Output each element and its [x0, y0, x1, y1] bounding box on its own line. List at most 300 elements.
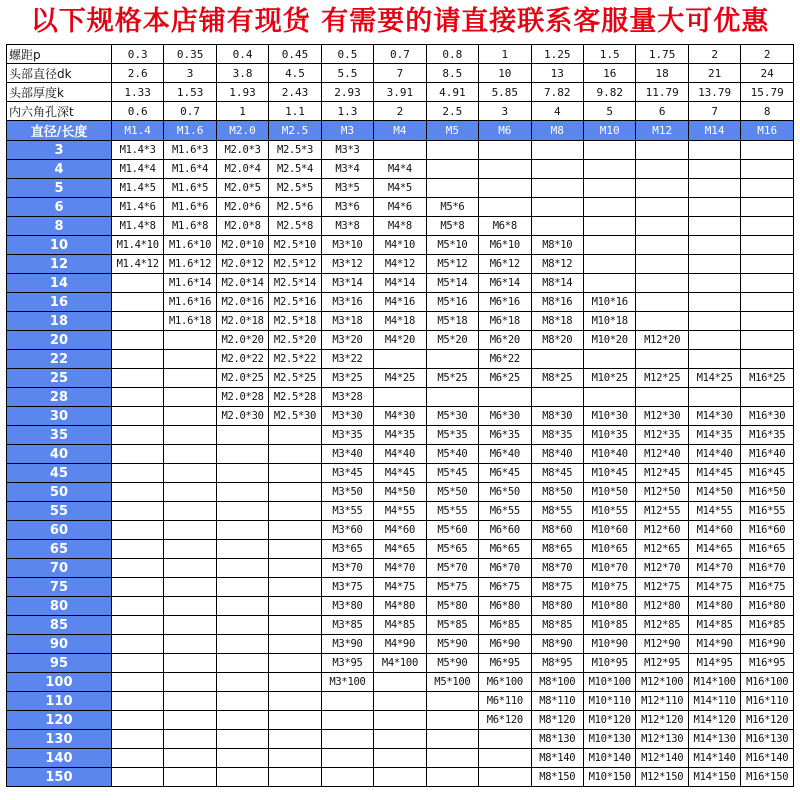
spec-cell: M8*110: [531, 692, 583, 711]
length-label: 100: [7, 673, 112, 692]
param-value: 0.7: [164, 102, 216, 121]
length-label: 130: [7, 730, 112, 749]
spec-cell: M4*30: [374, 407, 426, 426]
table-row: [7, 768, 794, 787]
spec-cell: M12*95: [636, 654, 688, 673]
empty-cell: [688, 179, 740, 198]
empty-cell: [426, 730, 478, 749]
spec-cell: M8*130: [531, 730, 583, 749]
param-value: 2: [741, 45, 794, 64]
spec-cell: M5*40: [426, 445, 478, 464]
spec-cell: M14*50: [688, 483, 740, 502]
spec-cell: M1.6*8: [164, 217, 216, 236]
spec-cell: M14*70: [688, 559, 740, 578]
empty-cell: [636, 312, 688, 331]
empty-cell: [688, 160, 740, 179]
param-value: 1.75: [636, 45, 688, 64]
spec-cell: M10*75: [584, 578, 636, 597]
length-label: 85: [7, 616, 112, 635]
spec-cell: M3*55: [321, 502, 373, 521]
spec-cell: M2.0*4: [216, 160, 268, 179]
spec-cell: M16*55: [741, 502, 794, 521]
spec-cell: M12*30: [636, 407, 688, 426]
empty-cell: [111, 350, 163, 369]
table-row: [7, 673, 794, 692]
spec-cell: M3*95: [321, 654, 373, 673]
spec-cell: M12*25: [636, 369, 688, 388]
empty-cell: [164, 749, 216, 768]
param-value: 1.33: [111, 83, 163, 102]
spec-cell: M12*140: [636, 749, 688, 768]
spec-cell: M1.6*5: [164, 179, 216, 198]
spec-cell: M12*150: [636, 768, 688, 787]
spec-cell: M8*20: [531, 331, 583, 350]
param-value: 5: [584, 102, 636, 121]
empty-cell: [374, 749, 426, 768]
empty-cell: [269, 578, 321, 597]
spec-cell: M3*60: [321, 521, 373, 540]
spec-cell: M6*85: [479, 616, 531, 635]
empty-cell: [216, 483, 268, 502]
param-value: 24: [741, 64, 794, 83]
spec-cell: M10*20: [584, 331, 636, 350]
empty-cell: [111, 578, 163, 597]
spec-cell: M10*150: [584, 768, 636, 787]
spec-cell: M2.0*18: [216, 312, 268, 331]
length-label: 80: [7, 597, 112, 616]
empty-cell: [111, 768, 163, 787]
empty-cell: [741, 388, 794, 407]
spec-cell: M1.6*14: [164, 274, 216, 293]
empty-cell: [741, 179, 794, 198]
spec-cell: M14*95: [688, 654, 740, 673]
spec-cell: M5*85: [426, 616, 478, 635]
empty-cell: [216, 521, 268, 540]
empty-cell: [269, 749, 321, 768]
empty-cell: [164, 635, 216, 654]
spec-cell: M4*80: [374, 597, 426, 616]
spec-cell: M6*45: [479, 464, 531, 483]
param-value: 18: [636, 64, 688, 83]
spec-cell: M12*65: [636, 540, 688, 559]
spec-cell: M14*140: [688, 749, 740, 768]
spec-cell: M1.4*12: [111, 255, 163, 274]
table-row: [7, 274, 794, 293]
spec-cell: M10*25: [584, 369, 636, 388]
empty-cell: [426, 711, 478, 730]
param-value: 2.5: [426, 102, 478, 121]
spec-cell: M16*120: [741, 711, 794, 730]
length-label: 110: [7, 692, 112, 711]
empty-cell: [164, 654, 216, 673]
spec-cell: M2.5*4: [269, 160, 321, 179]
empty-cell: [216, 540, 268, 559]
size-header-cell: M14: [688, 121, 740, 141]
spec-cell: M1.4*4: [111, 160, 163, 179]
empty-cell: [111, 274, 163, 293]
empty-cell: [216, 673, 268, 692]
table-row: [7, 369, 794, 388]
empty-cell: [584, 274, 636, 293]
spec-cell: M14*45: [688, 464, 740, 483]
empty-cell: [688, 293, 740, 312]
spec-cell: M4*45: [374, 464, 426, 483]
spec-cell: M2.0*28: [216, 388, 268, 407]
length-label: 35: [7, 426, 112, 445]
spec-cell: M6*65: [479, 540, 531, 559]
spec-cell: M8*140: [531, 749, 583, 768]
spec-cell: M14*30: [688, 407, 740, 426]
spec-cell: M4*8: [374, 217, 426, 236]
empty-cell: [164, 331, 216, 350]
spec-cell: M16*45: [741, 464, 794, 483]
length-label: 12: [7, 255, 112, 274]
empty-cell: [688, 255, 740, 274]
spec-cell: M4*25: [374, 369, 426, 388]
param-value: 8: [741, 102, 794, 121]
length-label: 20: [7, 331, 112, 350]
param-label: 头部直径dk: [7, 64, 112, 83]
param-value: 2: [688, 45, 740, 64]
spec-cell: M8*75: [531, 578, 583, 597]
empty-cell: [584, 179, 636, 198]
spec-cell: M1.4*10: [111, 236, 163, 255]
spec-cell: M2.0*25: [216, 369, 268, 388]
empty-cell: [636, 293, 688, 312]
empty-cell: [636, 274, 688, 293]
spec-cell: M12*75: [636, 578, 688, 597]
empty-cell: [164, 768, 216, 787]
table-row: [7, 198, 794, 217]
empty-cell: [164, 730, 216, 749]
spec-cell: M2.5*10: [269, 236, 321, 255]
param-value: 1.5: [584, 45, 636, 64]
spec-cell: M6*100: [479, 673, 531, 692]
spec-cell: M2.0*30: [216, 407, 268, 426]
spec-cell: M2.5*3: [269, 141, 321, 160]
empty-cell: [426, 388, 478, 407]
length-label: 95: [7, 654, 112, 673]
param-value: 5.5: [321, 64, 373, 83]
spec-cell: M16*65: [741, 540, 794, 559]
spec-cell: M8*45: [531, 464, 583, 483]
table-row: [7, 217, 794, 236]
spec-cell: M2.0*10: [216, 236, 268, 255]
param-value: 0.8: [426, 45, 478, 64]
empty-cell: [111, 635, 163, 654]
spec-cell: M4*90: [374, 635, 426, 654]
size-header-cell: M1.4: [111, 121, 163, 141]
empty-cell: [479, 768, 531, 787]
param-value: 13.79: [688, 83, 740, 102]
spec-cell: M5*50: [426, 483, 478, 502]
empty-cell: [426, 160, 478, 179]
spec-cell: M12*45: [636, 464, 688, 483]
spec-cell: M2.5*14: [269, 274, 321, 293]
spec-cell: M8*12: [531, 255, 583, 274]
spec-cell: M8*85: [531, 616, 583, 635]
empty-cell: [426, 768, 478, 787]
empty-cell: [321, 730, 373, 749]
size-header-cell: M5: [426, 121, 478, 141]
spec-cell: M2.5*22: [269, 350, 321, 369]
spec-cell: M8*60: [531, 521, 583, 540]
promo-banner: 以下规格本店铺有现货 有需要的请直接联系客服量大可优惠: [0, 0, 800, 44]
empty-cell: [164, 540, 216, 559]
table-row: [7, 616, 794, 635]
spec-cell: M2.5*8: [269, 217, 321, 236]
spec-cell: M14*110: [688, 692, 740, 711]
table-row: [7, 464, 794, 483]
table-row: [7, 179, 794, 198]
param-label: 头部厚度k: [7, 83, 112, 102]
empty-cell: [426, 692, 478, 711]
spec-cell: M10*120: [584, 711, 636, 730]
spec-cell: M4*12: [374, 255, 426, 274]
empty-cell: [688, 312, 740, 331]
length-label: 70: [7, 559, 112, 578]
spec-cell: M3*5: [321, 179, 373, 198]
spec-cell: M4*4: [374, 160, 426, 179]
empty-cell: [164, 426, 216, 445]
size-header-cell: M2.5: [269, 121, 321, 141]
param-value: 3.8: [216, 64, 268, 83]
spec-cell: M3*12: [321, 255, 373, 274]
empty-cell: [164, 350, 216, 369]
empty-cell: [111, 502, 163, 521]
spec-cell: M3*85: [321, 616, 373, 635]
spec-cell: M10*100: [584, 673, 636, 692]
spec-cell: M16*85: [741, 616, 794, 635]
spec-cell: M8*18: [531, 312, 583, 331]
spec-cell: M1.6*10: [164, 236, 216, 255]
param-value: 5.85: [479, 83, 531, 102]
table-row: [7, 141, 794, 160]
empty-cell: [269, 559, 321, 578]
spec-cell: M3*80: [321, 597, 373, 616]
size-header-cell: M10: [584, 121, 636, 141]
table-row: [7, 597, 794, 616]
spec-cell: M5*25: [426, 369, 478, 388]
empty-cell: [426, 179, 478, 198]
spec-cell: M2.0*5: [216, 179, 268, 198]
empty-cell: [584, 198, 636, 217]
spec-cell: M5*6: [426, 198, 478, 217]
spec-cell: M3*70: [321, 559, 373, 578]
spec-cell: M8*50: [531, 483, 583, 502]
spec-cell: M14*60: [688, 521, 740, 540]
empty-cell: [164, 445, 216, 464]
empty-cell: [269, 616, 321, 635]
param-row: [7, 83, 794, 102]
empty-cell: [531, 198, 583, 217]
empty-cell: [164, 483, 216, 502]
empty-cell: [688, 236, 740, 255]
empty-cell: [374, 768, 426, 787]
spec-cell: M14*100: [688, 673, 740, 692]
length-label: 55: [7, 502, 112, 521]
empty-cell: [111, 388, 163, 407]
spec-cell: M1.4*6: [111, 198, 163, 217]
empty-cell: [216, 578, 268, 597]
spec-cell: M6*50: [479, 483, 531, 502]
empty-cell: [374, 673, 426, 692]
empty-cell: [584, 236, 636, 255]
spec-cell: M16*40: [741, 445, 794, 464]
empty-cell: [269, 521, 321, 540]
length-label: 8: [7, 217, 112, 236]
spec-cell: M3*45: [321, 464, 373, 483]
empty-cell: [426, 749, 478, 768]
spec-cell: M6*90: [479, 635, 531, 654]
empty-cell: [111, 654, 163, 673]
empty-cell: [111, 407, 163, 426]
spec-cell: M2.0*6: [216, 198, 268, 217]
spec-cell: M1.6*3: [164, 141, 216, 160]
length-label: 150: [7, 768, 112, 787]
empty-cell: [584, 160, 636, 179]
spec-cell: M16*140: [741, 749, 794, 768]
spec-cell: M2.5*28: [269, 388, 321, 407]
table-row: [7, 730, 794, 749]
spec-cell: M3*25: [321, 369, 373, 388]
spec-cell: M12*110: [636, 692, 688, 711]
size-header-cell: M12: [636, 121, 688, 141]
spec-cell: M2.0*8: [216, 217, 268, 236]
spec-cell: M8*35: [531, 426, 583, 445]
param-value: 1.93: [216, 83, 268, 102]
spec-cell: M16*150: [741, 768, 794, 787]
param-value: 2.6: [111, 64, 163, 83]
empty-cell: [636, 236, 688, 255]
empty-cell: [111, 749, 163, 768]
param-value: 21: [688, 64, 740, 83]
spec-cell: M14*120: [688, 711, 740, 730]
table-row: [7, 502, 794, 521]
spec-cell: M4*40: [374, 445, 426, 464]
empty-cell: [164, 388, 216, 407]
param-value: 6: [636, 102, 688, 121]
empty-cell: [479, 388, 531, 407]
spec-cell: M5*10: [426, 236, 478, 255]
spec-cell: M16*35: [741, 426, 794, 445]
empty-cell: [688, 198, 740, 217]
spec-cell: M6*60: [479, 521, 531, 540]
spec-cell: M4*65: [374, 540, 426, 559]
spec-cell: M3*50: [321, 483, 373, 502]
spec-cell: M10*130: [584, 730, 636, 749]
spec-cell: M10*70: [584, 559, 636, 578]
empty-cell: [111, 331, 163, 350]
spec-cell: M4*100: [374, 654, 426, 673]
empty-cell: [321, 692, 373, 711]
spec-cell: M8*65: [531, 540, 583, 559]
empty-cell: [111, 673, 163, 692]
empty-cell: [479, 179, 531, 198]
empty-cell: [111, 369, 163, 388]
empty-cell: [216, 749, 268, 768]
spec-cell: M10*110: [584, 692, 636, 711]
spec-cell: M5*65: [426, 540, 478, 559]
param-row: [7, 64, 794, 83]
spec-cell: M16*70: [741, 559, 794, 578]
spec-cell: M1.6*4: [164, 160, 216, 179]
empty-cell: [374, 692, 426, 711]
table-row: [7, 293, 794, 312]
spec-cell: M16*130: [741, 730, 794, 749]
empty-cell: [111, 293, 163, 312]
param-value: 3.91: [374, 83, 426, 102]
empty-cell: [636, 179, 688, 198]
param-value: 0.45: [269, 45, 321, 64]
param-value: 2.43: [269, 83, 321, 102]
size-header-cell: M6: [479, 121, 531, 141]
table-row: [7, 692, 794, 711]
spec-cell: M8*40: [531, 445, 583, 464]
spec-cell: M2.5*25: [269, 369, 321, 388]
spec-cell: M14*90: [688, 635, 740, 654]
empty-cell: [164, 673, 216, 692]
spec-cell: M4*55: [374, 502, 426, 521]
spec-cell: M5*35: [426, 426, 478, 445]
spec-cell: M8*100: [531, 673, 583, 692]
empty-cell: [741, 198, 794, 217]
spec-cell: M5*45: [426, 464, 478, 483]
param-row: [7, 45, 794, 64]
empty-cell: [164, 616, 216, 635]
empty-cell: [269, 711, 321, 730]
spec-cell: M1.6*12: [164, 255, 216, 274]
table-row: [7, 350, 794, 369]
spec-cell: M2.0*16: [216, 293, 268, 312]
spec-cell: M10*85: [584, 616, 636, 635]
spec-cell: M12*60: [636, 521, 688, 540]
spec-cell: M4*50: [374, 483, 426, 502]
spec-cell: M3*22: [321, 350, 373, 369]
spec-cell: M12*35: [636, 426, 688, 445]
empty-cell: [531, 179, 583, 198]
empty-cell: [164, 711, 216, 730]
spec-cell: M4*35: [374, 426, 426, 445]
empty-cell: [164, 692, 216, 711]
spec-cell: M6*80: [479, 597, 531, 616]
spec-cell: M14*130: [688, 730, 740, 749]
spec-cell: M4*70: [374, 559, 426, 578]
length-label: 45: [7, 464, 112, 483]
empty-cell: [531, 141, 583, 160]
spec-cell: M3*90: [321, 635, 373, 654]
spec-cell: M3*18: [321, 312, 373, 331]
length-label: 3: [7, 141, 112, 160]
empty-cell: [479, 160, 531, 179]
spec-cell: M16*110: [741, 692, 794, 711]
empty-cell: [111, 597, 163, 616]
empty-cell: [216, 692, 268, 711]
empty-cell: [426, 350, 478, 369]
spec-cell: M3*28: [321, 388, 373, 407]
empty-cell: [584, 255, 636, 274]
table-row: [7, 426, 794, 445]
diameter-length-corner: 直径/长度: [7, 121, 112, 141]
spec-cell: M12*130: [636, 730, 688, 749]
spec-cell: M3*40: [321, 445, 373, 464]
table-row: [7, 331, 794, 350]
length-label: 50: [7, 483, 112, 502]
table-row: [7, 407, 794, 426]
empty-cell: [269, 768, 321, 787]
spec-cell: M5*20: [426, 331, 478, 350]
empty-cell: [741, 274, 794, 293]
